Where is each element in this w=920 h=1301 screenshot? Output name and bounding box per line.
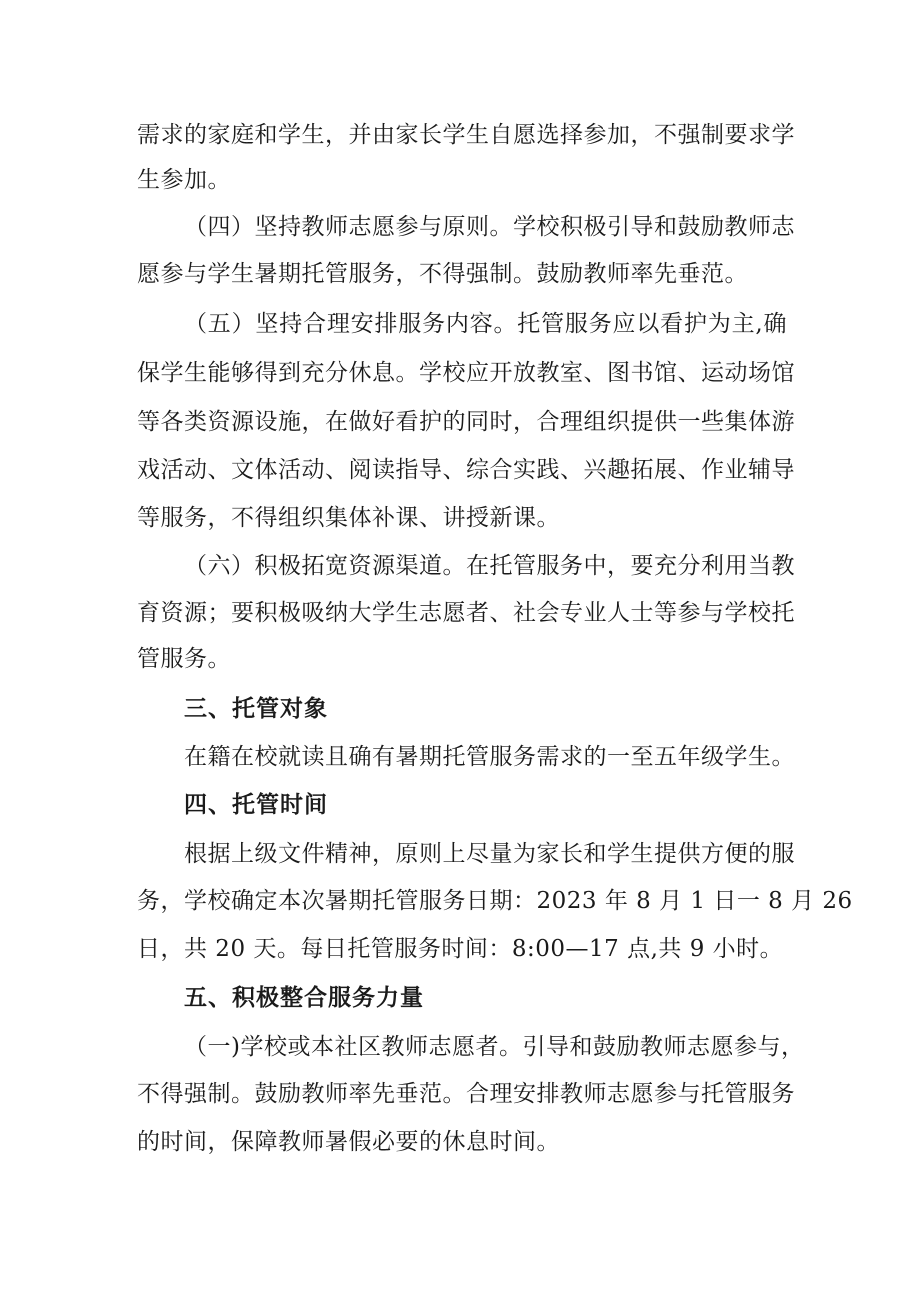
paragraph-line: 愿参与学生暑期托管服务，不得强制。鼓励教师率先垂范。: [137, 261, 748, 287]
paragraph-line: （五）坚持合理安排服务内容。托管服务应以看护为主,确: [184, 311, 787, 337]
paragraph-line: （四）坚持教师志愿参与原则。学校积极引导和鼓励教师志: [184, 214, 795, 240]
section-heading: 三、托管对象: [184, 696, 328, 722]
paragraph-line: 等各类资源设施，在做好看护的同时，合理组织提供一些集体游: [137, 409, 795, 435]
paragraph-line: 日，共 20 天。每日托管服务时间：8:00—17 点,共 9 小时。: [137, 936, 784, 962]
paragraph-line: 在籍在校就读且确有暑期托管服务需求的一至五年级学生。: [184, 744, 795, 770]
paragraph-line: 等服务，不得组织集体补课、讲授新课。: [137, 505, 560, 531]
paragraph-line: 管服务。: [137, 646, 231, 672]
paragraph-line: 保学生能够得到充分休息。学校应开放教室、图书馆、运动场馆: [137, 360, 795, 386]
paragraph-line: 根据上级文件精神，原则上尽量为家长和学生提供方便的服: [184, 841, 795, 867]
paragraph-line: （六）积极拓宽资源渠道。在托管服务中，要充分利用当教: [184, 553, 795, 579]
paragraph-line: 的时间，保障教师暑假必要的休息时间。: [137, 1129, 560, 1155]
section-heading: 四、托管时间: [184, 792, 328, 818]
paragraph-line: 需求的家庭和学生，并由家长学生自愿选择参加，不强制要求学: [137, 122, 795, 148]
paragraph-line: （一)学校或本社区教师志愿者。引导和鼓励教师志愿参与，: [184, 1034, 805, 1060]
paragraph-line: 育资源；要积极吸纳大学生志愿者、社会专业人士等参与学校托: [137, 600, 795, 626]
paragraph-line: 生参加。: [137, 167, 231, 193]
paragraph-line: 务，学校确定本次暑期托管服务日期：2023 年 8 月 1 日一 8 月 26: [137, 888, 853, 914]
paragraph-line: 戏活动、文体活动、阅读指导、综合实践、兴趣拓展、作业辅导: [137, 457, 795, 483]
paragraph-line: 不得强制。鼓励教师率先垂范。合理安排教师志愿参与托管服务: [137, 1081, 795, 1107]
section-heading: 五、积极整合服务力量: [184, 985, 424, 1011]
